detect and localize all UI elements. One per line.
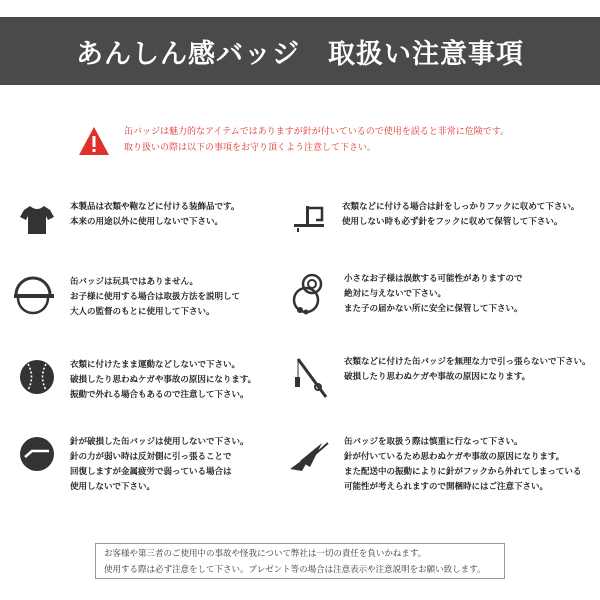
item-line: 衣類などに付ける場合は針をしっかりフックに収めて下さい。: [342, 202, 580, 212]
warning-line: 取り扱いの際は以下の事項をお守り頂くよう注意して下さい。: [124, 143, 377, 153]
item-line: 破損したり思わぬケガや事故の原因になります。: [344, 372, 531, 382]
item-line: また子の届かない所に安全に保管して下さい。: [344, 304, 523, 314]
disclaimer-line: 使用する際は必ず注意をして下さい。プレゼント等の場合は注意表示や注意説明をお願い致します。: [104, 565, 486, 575]
page-title: あんしん感バッジ 取扱い注意事項: [76, 38, 524, 70]
baby-rattle-icon: [290, 272, 330, 316]
warning-triangle-icon: [78, 126, 110, 156]
item-line: 振動で外れる場合もあるので注意して下さい。: [70, 390, 249, 400]
item-line: 使用しない時も必ず針をフックに収めて保管して下さい。: [342, 217, 563, 227]
tshirt-icon: [18, 200, 56, 238]
item-line: 缶バッジは玩具ではありません。: [70, 277, 199, 287]
hook-icon: [292, 200, 330, 238]
baseball-icon: [18, 358, 56, 396]
item-line: 回復しますが金属疲労で弱っている場合は: [70, 467, 232, 477]
cap-icon: [12, 275, 54, 317]
item-line: 針が破損した缶バッジは使用しないで下さい。: [70, 437, 249, 447]
warning-line: 缶バッジは魅力的なアイテムではありますが針が付いているので使用を誤ると非常に危険です。: [124, 127, 510, 137]
disclaimer-line: お客様や第三者のご使用中の事故や怪我について弊社は一切の責任を負いかねます。: [104, 549, 427, 559]
item-line: 衣類に付けたまま運動などしないで下さい。: [70, 360, 241, 370]
warning-text: [124, 124, 509, 156]
header-bar: [0, 17, 600, 85]
item-line: 衣類などに付けた缶バッジを無理な力で引っ張らないで下さい。: [344, 357, 591, 367]
item-line: 本来の用途以外に使用しないで下さい。: [70, 217, 224, 227]
item-line: 使用しないで下さい。: [70, 482, 156, 492]
item-line: お子様に使用する場合は取扱方法を説明して: [70, 292, 241, 302]
item-line: また配送中の振動によりに針がフックから外れてしまっている: [344, 467, 582, 477]
item-line: 針の力が弱い時は反対側に引っ張ることで: [70, 452, 232, 462]
disclaimer-box: [95, 543, 505, 579]
item-line: 針が付いているため思わぬケガや事故の原因になります。: [344, 452, 565, 462]
bent-pin-icon: [18, 435, 56, 473]
item-line: 本製品は衣類や鞄などに付ける装飾品です。: [70, 202, 240, 212]
item-line: 小さなお子様は誤飲する可能性がありますので: [344, 274, 523, 284]
item-line: 可能性が考えられますので開梱時にはご注意下さい。: [344, 482, 549, 492]
vibration-icon: [288, 435, 330, 477]
warning-notice: [78, 124, 578, 164]
item-line: 大人の監督のもとに使用して下さい。: [70, 307, 215, 317]
item-line: 絶対に与えないで下さい。: [344, 289, 447, 299]
fishing-rod-icon: [292, 355, 332, 399]
item-line: 缶バッジを取扱う際は慎重に行なって下さい。: [344, 437, 523, 447]
item-line: 破損したり思わぬケガや事故の原因になります。: [70, 375, 257, 385]
